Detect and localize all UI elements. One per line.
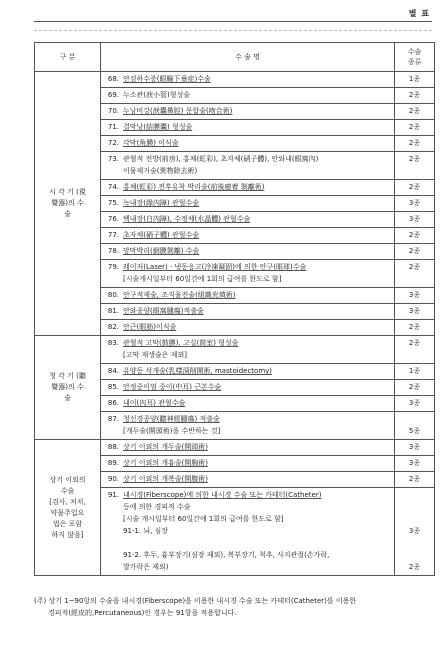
grade-value: 2종: [408, 183, 421, 191]
procedure-number: 89.: [107, 459, 119, 467]
procedure-number: 77.: [107, 231, 119, 239]
table-row: [35, 72, 435, 88]
procedure-text: 안검하수증(眼瞼下垂症)수술: [123, 75, 211, 83]
procedure-text: 청신경종양(聽神經腫瘍) 적출술: [123, 415, 220, 423]
category-label-line: 상기 이외의: [49, 475, 86, 484]
grade-header: [395, 43, 435, 72]
procedure-number: 73.: [107, 155, 119, 163]
procedure-cell: [101, 304, 395, 320]
procedure-number: 76.: [107, 215, 119, 223]
procedure-cell: [101, 104, 395, 120]
category-label-line: 시 각 기 (視: [49, 188, 86, 196]
category-label-line: 覺器)의 수: [51, 383, 84, 391]
grade-value: [395, 501, 434, 513]
grade-value: 3종: [408, 215, 421, 223]
procedure-cell: [101, 180, 395, 196]
category-cell: [35, 72, 101, 336]
procedure-number: 80.: [107, 291, 119, 299]
category-label-line: [검사, 처치,: [49, 497, 86, 506]
procedure-text: 누소관(淚小管)형성술: [123, 91, 191, 99]
procedure-cell: [101, 364, 395, 380]
procedure-text: 상기 이외의 개두술(開頭術): [123, 443, 209, 451]
procedure-cell: [101, 260, 395, 288]
grade-value: [395, 489, 434, 501]
grade-value: 2종: [408, 91, 421, 99]
grade-value: 2종: [408, 155, 421, 163]
procedure-cell: [101, 488, 395, 576]
category-label-line: 수술: [60, 486, 75, 495]
grade-cell: [395, 472, 435, 488]
category-header: 구 분: [35, 43, 101, 72]
grade-cell: [395, 152, 435, 180]
procedure-cell: [101, 72, 395, 88]
procedure-number: 78.: [107, 247, 119, 255]
procedure-text: 초자체(硝子體) 관혈수술: [123, 231, 200, 239]
footnote: [34, 595, 438, 619]
surgery-table: [34, 42, 435, 576]
category-label-line: 술: [64, 394, 71, 402]
procedure-text: 내시경(Fiberscope)에 의한 내시경 수술 또는 카테터(Catheter): [123, 491, 322, 499]
grade-value: 2종: [408, 247, 421, 255]
table-row: [35, 336, 435, 364]
grade-cell: [395, 88, 435, 104]
grade-value: 2종: [408, 231, 421, 239]
procedure-cell: [101, 152, 395, 180]
procedure-text: [시술개시일부터 60일간에 1회의 급여를 한도로 함]: [123, 275, 282, 283]
category-label-line: 법은 포함: [52, 519, 83, 528]
category-label-line: 청 각 기 (聽: [49, 372, 86, 380]
table-row: [35, 440, 435, 456]
grade-value: 5종: [408, 427, 421, 435]
grade-value: 1종: [408, 367, 421, 375]
grade-value: 2종: [408, 263, 421, 271]
procedure-text: 상기 이외의 개흉술(開胸術): [123, 459, 209, 467]
grade-value: 3종: [408, 399, 421, 407]
procedure-cell: [101, 244, 395, 260]
grade-cell: [395, 456, 435, 472]
procedure-text: 상기 이외의 개복술(開腹術): [123, 475, 209, 483]
grade-cell: [395, 488, 435, 576]
grade-value: [395, 413, 434, 425]
procedure-cell: [101, 196, 395, 212]
grade-value: 3종: [408, 307, 421, 315]
grade-cell: [395, 212, 435, 228]
procedure-number: 82.: [107, 323, 119, 331]
procedure-number: 88.: [107, 443, 119, 451]
procedure-cell: [101, 396, 395, 412]
procedure-text: 91-2. 후두, 흉부장기(심장 제외), 복부장기, 척추, 사지관절(손가락,: [123, 551, 330, 559]
grade-value: 2종: [408, 323, 421, 331]
procedure-number: 70.: [107, 107, 119, 115]
procedure-text: 관혈적 전방(前房), 홍채(虹彩), 초자체(硝子體), 안와내(眼窩內): [123, 155, 319, 163]
grade-cell: [395, 412, 435, 440]
procedure-text: 내이(內耳) 관혈수술: [123, 399, 186, 407]
procedure-number: 86.: [107, 399, 119, 407]
grade-cell: [395, 180, 435, 196]
procedure-cell: [101, 212, 395, 228]
category-label-line: 술: [64, 210, 71, 218]
grade-value: 3종: [408, 291, 421, 299]
procedure-text: 녹내장(綠內障) 관혈수술: [123, 199, 200, 207]
grade-value: 3종: [408, 459, 421, 467]
procedure-cell: [101, 136, 395, 152]
table-header-row: [35, 43, 435, 72]
procedure-number: 91.: [107, 491, 119, 499]
procedure-number: 72.: [107, 139, 119, 147]
footnote-line: 경피적(經皮的,Percutaneous)인 경우는 91항을 적용합니다.: [48, 609, 237, 617]
procedure-number: 68.: [107, 75, 119, 83]
procedure-text: 누낭비강(淚囊鼻腔) 문합술(吻合術): [123, 107, 233, 115]
grade-value: [395, 273, 434, 285]
procedure-text: 안근(眼筋)이식술: [123, 323, 177, 331]
grade-value: [395, 349, 434, 361]
procedure-number: 75.: [107, 199, 119, 207]
procedure-cell: [101, 440, 395, 456]
procedure-number: 87.: [107, 415, 119, 423]
grade-value: 3종: [408, 443, 421, 451]
header-rule: [34, 21, 432, 22]
procedure-cell: [101, 288, 395, 304]
procedure-text: 백내장(白內障), 수정체(水晶體) 관혈수술: [123, 215, 251, 223]
category-cell: [35, 440, 101, 576]
procedure-cell: [101, 412, 395, 440]
procedure-number: 90.: [107, 475, 119, 483]
procedure-text: 관혈적 고막(鼓膜), 고실(鼓室) 형성술: [123, 339, 239, 347]
procedure-text: 안구적제술, 조직융전술(組織充填術): [123, 291, 236, 299]
grade-cell: [395, 72, 435, 88]
procedure-text: 결막낭(結膜囊) 형성술: [123, 123, 193, 131]
grade-value: 2종: [408, 123, 421, 131]
procedure-text: 레이저(Laser)ㆍ냉동응고(冷凍凝固)에 의한 안구(眼球)수술: [123, 263, 307, 271]
procedure-text: 등에 의한 경피적 수술: [123, 503, 191, 511]
grade-value: [395, 549, 434, 561]
procedure-cell: [101, 88, 395, 104]
grade-cell: [395, 244, 435, 260]
header-dotted-rule: [34, 30, 432, 31]
grade-cell: [395, 320, 435, 336]
procedure-cell: [101, 320, 395, 336]
procedure-text: 망막박리(網膜剝離) 수술: [123, 247, 200, 255]
grade-cell: [395, 136, 435, 152]
procedure-cell: [101, 228, 395, 244]
grade-cell: [395, 336, 435, 364]
grade-cell: [395, 228, 435, 244]
grade-value: 2종: [408, 383, 421, 391]
footnote-line: (주) 상기 1~90항의 수술을 내시경(Fiberscope)을 이용한 내시경 수술 또는 카테터(Catheter)를 이용한: [34, 597, 357, 605]
procedure-number: 69.: [107, 91, 119, 99]
procedure-text: 유양동 삭개술(乳樣洞削開術, mastoidectomy): [123, 367, 273, 375]
procedure-text: 발가락은 제외): [123, 563, 169, 571]
annex-label: 별 표: [408, 9, 430, 18]
grade-cell: [395, 196, 435, 212]
procedure-number: 83.: [107, 339, 119, 347]
procedure-cell: [101, 456, 395, 472]
category-label-line: 하지 않음]: [51, 530, 84, 539]
procedure-text: [고막 재생술은 제외]: [123, 351, 188, 359]
grade-header-line: 종류: [407, 58, 422, 66]
grade-cell: [395, 104, 435, 120]
grade-value: 2종: [408, 563, 421, 571]
grade-value: 1종: [408, 75, 421, 83]
grade-value: 3종: [408, 527, 421, 535]
procedure-number: 81.: [107, 307, 119, 315]
grade-cell: [395, 364, 435, 380]
procedure-number: 79.: [107, 263, 119, 271]
procedure-cell: [101, 120, 395, 136]
grade-cell: [395, 304, 435, 320]
procedure-text: 각막(角膜) 이식술: [123, 139, 179, 147]
procedure-text: 이물제거술(異物除去術): [123, 167, 198, 175]
procedure-cell: [101, 380, 395, 396]
grade-value: 2종: [408, 139, 421, 147]
category-label-line: 覺器)의 수: [51, 199, 84, 207]
grade-cell: [395, 120, 435, 136]
category-label-line: 약물주입요: [50, 508, 85, 517]
procedure-text: [개두술(開頭術)을 수반하는 것]: [123, 427, 221, 435]
grade-value: 2종: [408, 339, 421, 347]
grade-cell: [395, 260, 435, 288]
procedure-text: 안정중이염 중이(中耳) 근본수술: [123, 383, 222, 391]
grade-cell: [395, 440, 435, 456]
category-cell: [35, 336, 101, 440]
grade-cell: [395, 380, 435, 396]
procedure-text: 안와종양(眼窩腫瘍)적출술: [123, 307, 204, 315]
procedure-number: 85.: [107, 383, 119, 391]
grade-value: [395, 537, 434, 549]
grade-value: 2종: [408, 475, 421, 483]
table-body: [35, 72, 435, 576]
procedure-text: [시술 개시일부터 60일간에 1회의 급여를 한도로 함]: [123, 515, 284, 523]
grade-cell: [395, 288, 435, 304]
grade-value: [395, 165, 434, 177]
grade-value: 3종: [408, 199, 421, 207]
surgery-name-header: 수 술 명: [101, 43, 395, 72]
grade-cell: [395, 396, 435, 412]
grade-header-line: 수술: [407, 48, 422, 56]
procedure-text: 홍채(虹彩) 전후유착 박리술(前後癒着 剝離術): [123, 183, 265, 191]
procedure-cell: [101, 336, 395, 364]
procedure-cell: [101, 472, 395, 488]
procedure-number: 71.: [107, 123, 119, 131]
grade-value: [395, 513, 434, 525]
grade-value: 2종: [408, 107, 421, 115]
procedure-number: 84.: [107, 367, 119, 375]
procedure-text: 91-1. 뇌, 심장: [123, 527, 169, 535]
procedure-number: 74.: [107, 183, 119, 191]
